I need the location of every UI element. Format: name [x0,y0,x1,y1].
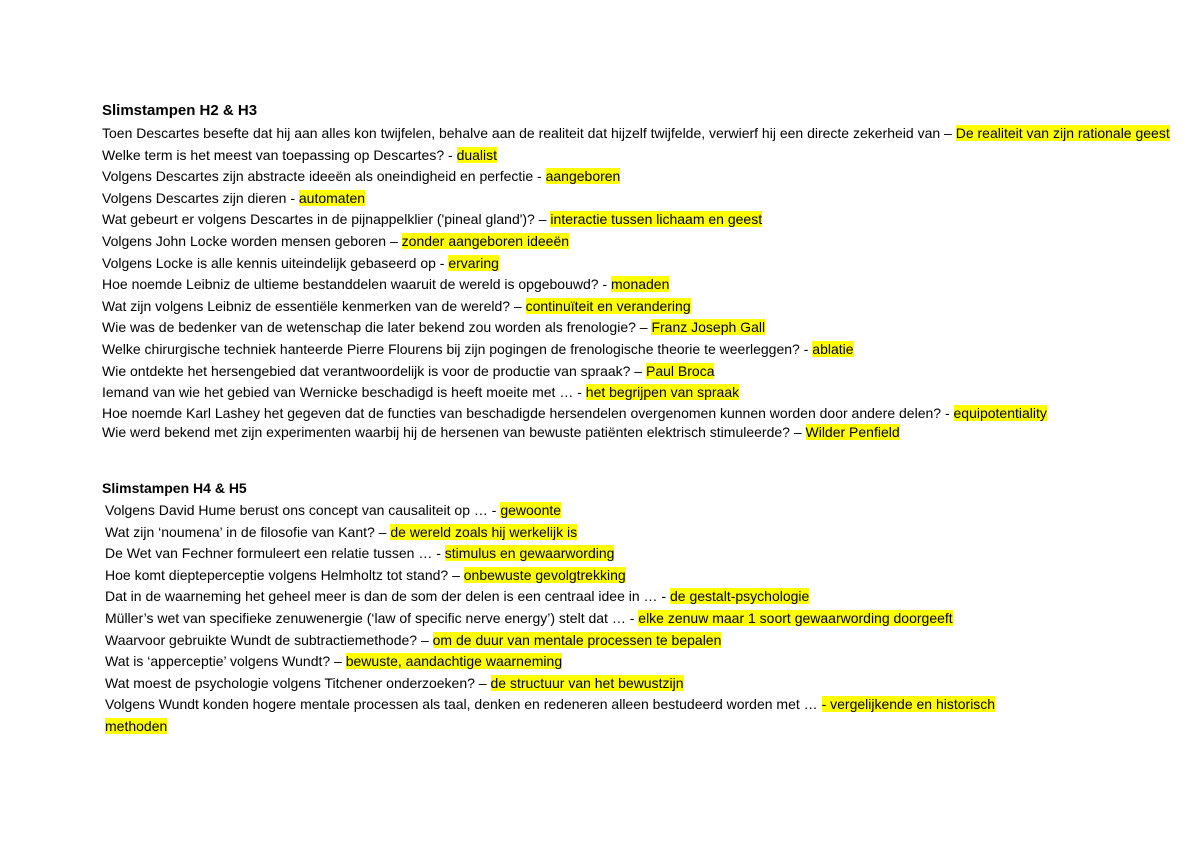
answer-highlight: onbewuste gevolgtrekking [463,566,626,583]
question-line [102,361,1182,383]
answer-highlight: het begrijpen van spraak [585,384,740,401]
question-line [102,123,1177,145]
question-line [102,630,1182,652]
answer-highlight: monaden [611,276,670,293]
question-line [102,673,1182,695]
question-text: Welke term is het meest van toepassing op Descartes? - [102,146,457,163]
answer-highlight: de structuur van het bewustzijn [490,674,684,691]
question-line [102,253,1182,275]
question-text: Wie werd bekend met zijn experimenten waarbij hij de hersenen van bewuste patiënten elektrisch stimuleerde? – [102,423,806,440]
question-line [102,608,1182,630]
question-line [102,565,1182,587]
question-line [102,296,1182,318]
question-line [102,231,1182,253]
question-text: Volgens John Locke worden mensen geboren – [102,232,402,249]
answer-highlight: zonder aangeboren ideeën [401,232,570,249]
question-text: Wat is ‘apperceptie’ volgens Wundt? – [105,653,346,670]
answer-highlight: automaten [298,189,366,206]
answer-highlight: - vergelijkende en historisch methoden [105,696,996,734]
answer-highlight: stimulus en gewaarwording [444,545,615,562]
question-text: Volgens Descartes zijn dieren - [102,189,299,206]
question-line [102,188,1182,210]
question-text: De Wet van Fechner formuleert een relatie tussen … - [105,545,445,562]
answer-highlight: continuïteit en verandering [525,297,691,314]
question-text: Iemand van wie het gebied van Wernicke beschadigd is heeft moeite met … - [102,384,586,401]
question-line [102,543,1182,565]
question-text: Welke chirurgische techniek hanteerde Pierre Flourens bij zijn pogingen de frenologische theorie te weerleggen? - [102,340,813,357]
question-text: Hoe komt diepteperceptie volgens Helmholtz tot stand? – [105,566,464,583]
answer-highlight: ervaring [448,254,499,271]
answer-highlight: Paul Broca [646,362,715,379]
question-text: Volgens Locke is alle kennis uiteindelijk gebaseerd op - [102,254,449,271]
question-text: Waarvoor gebruikte Wundt de subtractiemethode? – [105,631,433,648]
section-h2-h3 [102,101,1182,442]
answer-highlight: bewuste, aandachtige waarneming [345,653,563,670]
answer-highlight: elke zenuw maar 1 soort gewaarwording doorgeeft [638,609,953,626]
question-text: Volgens Descartes zijn abstracte ideeën als oneindigheid en perfectie - [102,168,546,185]
question-text: Wat zijn volgens Leibniz de essentiële kenmerken van de wereld? – [102,297,526,314]
section-h4-h5 [102,478,1182,738]
answer-highlight: equipotentiality [953,404,1047,421]
answer-highlight: de wereld zoals hij werkelijk is [390,523,578,540]
question-text: Wie ontdekte het hersengebied dat verantwoordelijk is voor de productie van spraak? – [102,362,646,379]
answer-highlight: ablatie [812,340,854,357]
question-line [102,209,1182,231]
answer-highlight: dualist [456,146,498,163]
question-text: Müller’s wet van specifieke zenuwenergie (‘law of specific nerve energy’) stelt dat … - [105,609,639,626]
question-text: Dat in de waarneming het geheel meer is dan de som der delen is een centraal idee in … - [105,588,670,605]
question-line [102,500,1182,522]
question-line [102,274,1182,296]
question-text: Volgens Wundt konden hogere mentale processen als taal, denken en redeneren alleen bestudeerd worden met … [105,696,822,713]
answer-highlight: aangeboren [545,168,621,185]
section-heading: Slimstampen H2 & H3 [102,102,258,119]
question-line [102,145,1182,167]
question-text: Wat moest de psychologie volgens Titchener onderzoeken? – [105,674,491,691]
answer-highlight: De realiteit van zijn rationale geest [955,125,1170,141]
question-text: Wat gebeurt er volgens Descartes in de pijnappelklier ('pineal gland')? – [102,211,551,228]
question-line [102,404,1182,423]
answer-highlight: interactie tussen lichaam en geest [550,211,763,228]
question-line [102,586,1182,608]
question-line [102,522,1182,544]
answer-highlight: de gestalt-psychologie [670,588,810,605]
question-line [102,317,1182,339]
question-text: Toen Descartes besefte dat hij aan alles kon twijfelen, behalve aan de realiteit dat hijzelf twijfelde, verwierf hij een directe zekerheid van – [102,125,956,141]
question-line [102,651,1182,673]
question-line [102,694,1025,737]
section-heading: Slimstampen H4 & H5 [102,480,247,496]
question-text: Volgens David Hume berust ons concept van causaliteit op … - [105,502,501,518]
question-line [102,382,1182,404]
question-line [102,166,1182,188]
answer-highlight: Franz Joseph Gall [651,319,766,336]
question-line [102,423,1182,442]
question-text: Wat zijn ‘noumena’ in de filosofie van Kant? – [105,523,391,540]
answer-highlight: Wilder Penfield [805,423,900,440]
answer-highlight: gewoonte [500,502,562,518]
answer-highlight: om de duur van mentale processen te bepalen [432,631,722,648]
question-text: Hoe noemde Karl Lashey het gegeven dat de functies van beschadigde hersendelen overgenomen kunnen worden door andere delen? - [102,404,954,421]
question-line [102,339,1182,361]
question-text: Wie was de bedenker van de wetenschap die later bekend zou worden als frenologie? – [102,319,652,336]
question-text: Hoe noemde Leibniz de ultieme bestanddelen waaruit de wereld is opgebouwd? - [102,276,611,293]
